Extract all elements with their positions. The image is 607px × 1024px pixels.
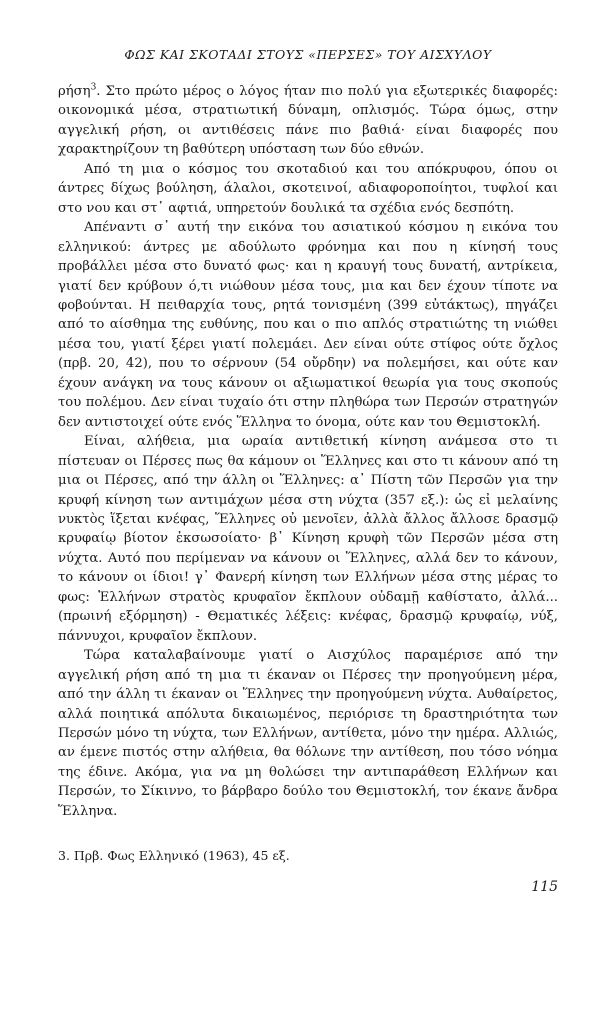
paragraph-1-start: ρήση [58,84,91,99]
footnote: 3. Πρβ. Φως Ελληνικό (1963), 45 εξ. [58,848,290,863]
paragraph-3: Απέναντι σ᾽ αυτή την εικόνα του ασιατικού κόσμου η εικόνα του ελληνικού: άντρες με αδούλωτο φρόνημα και που η κίνησή τους προβάλλει μέσα στο δυνατό φως· και η κραυγή τους δυνατή, αντρίκεια, γιατί δεν κρύβουν ό,τι νιώθουν μέσα τους, μια και δεν έχουν τίποτε να φοβούνται. Η πειθαρχία τους, ρητά τονισμένη (399 εὐτάκτως), πηγάζει από το αίσθημα της ευθύνης, που και ο πιο απλός στρατιώτης τη νιώθει μέσα του, γιατί ξέρει γιατί πολεμάει. Δεν είναι ούτε στίφος ούτε ὄχλος (πρβ. 20, 42), που το σέρνουν (54 οὔρδην) να πολεμήσει, και ούτε καν έχουν ανάγκη να τους κάνουν οι αξιωματικοί θεωρία για τους σκοπούς του πολέμου. Δεν είναι τυχαίο ότι στην πληθώρα των Περσών στρατηγών δεν αντιστοιχεί ούτε ενός Ἕλληνα το όνομα, ούτε καν του Θεμιστοκλή. [58,220,558,430]
paragraph-2: Από τη μια ο κόσμος του σκοταδιού και του απόκρυφου, όπου οι άντρες δίχως βούληση, άλαλοι, σκοτεινοί, αδιαφοροποίητοι, τυφλοί και στο νου και στ᾽ αφτιά, υπηρετούν δουλικά τα σχέδια ενός δεσπότη. [58,161,558,216]
footnote-reference: 3 [90,82,97,93]
body-text [58,82,558,821]
paragraph-1 [58,82,558,160]
page-number: 115 [531,879,558,895]
running-header: ΦΩΣ ΚΑΙ ΣΚΟΤΑΔΙ ΣΤΟΥΣ «ΠΕΡΣΕΣ» ΤΟΥ ΑΙΣΧΥΛΟΥ [124,47,492,62]
paragraph-4: Είναι, αλήθεια, μια ωραία αντιθετική κίνηση ανάμεσα στο τι πίστευαν οι Πέρσες πως θα κάμουν οι Ἕλληνες και στο τι κάνουν από τη μια οι Πέρσες, από την άλλη οι Ἕλληνες: α᾽ Πίστη τῶν Περσῶν για την κρυφή κίνηση των αντιμάχων μέσα στη νύχτα (357 εξ.): ὡς εἰ μελαίνης νυκτὸς ἵξεται κνέφας, Ἕλληνες οὐ μενοῖεν, ἀλλὰ ἄλλος ἄλλοσε δρασμῷ κρυφαίῳ βίοτον ἐκσωσοίατο· β᾽ Κίνηση κρυφὴ τῶν Περσῶν μέσα στη νύχτα. Αυτό που περίμεναν να κάνουν οι Ἕλληνες, αλλά δεν το κάνουν, το κάνουν οι ίδιοι! γ᾽ Φανερή κίνηση των Ελλήνων μέσα στης μέρας το φως: Ἑλλήνων στρατὸς κρυφαῖον ἔκπλουν οὐδαμῇ καθίστατο, ἀλλά... (πρωινή εξόρμηση) - Θεματικές λέξεις: κνέφας, δρασμῷ κρυφαίῳ, νύξ, πάννυχοι, κρυφαῖον ἔκπλουν. [58,434,558,644]
paragraph-5: Τώρα καταλαβαίνουμε γιατί ο Αισχύλος παραμέρισε από την αγγελική ρήση από τη μια τι έκαναν οι Πέρσες την προηγούμενη μέρα, από την άλλη τι έκαναν οι Ἕλληνες την προηγούμενη νύχτα. Αυθαίρετος, αλλά ποιητικά απόλυτα δικαιωμένος, περιόρισε τη δραστηριότητα των Περσών μόνο τη νύχτα, των Ελλήνων, αντίθετα, μόνο την ημέρα. Αλλιώς, αν έμενε πιστός στην αλήθεια, θα θόλωνε την αντίθεση, που τόσο νόημα της έδινε. Ακόμα, για να μη θολώσει την αντιπαράθεση Ελλήνων και Περσών, το Σίκιννο, το βάρβαρο δούλο του Θεμιστοκλή, τον έκανε ἄνδρα Ἕλληνα. [58,648,558,819]
paragraph-1-rest: . Στο πρώτο μέρος ο λόγος ήταν πιο πολύ για εξωτερικές διαφορές: οικονομικά μέσα, στρατιωτική δύναμη, οπλισμός. Τώρα όμως, στην αγγελική ρήση, οι αντιθέσεις πάνε πιο βαθιά· είναι διαφορές που χαρακτηρίζουν τη βαθύτερη υπόσταση των δύο εθνών. [58,84,558,158]
